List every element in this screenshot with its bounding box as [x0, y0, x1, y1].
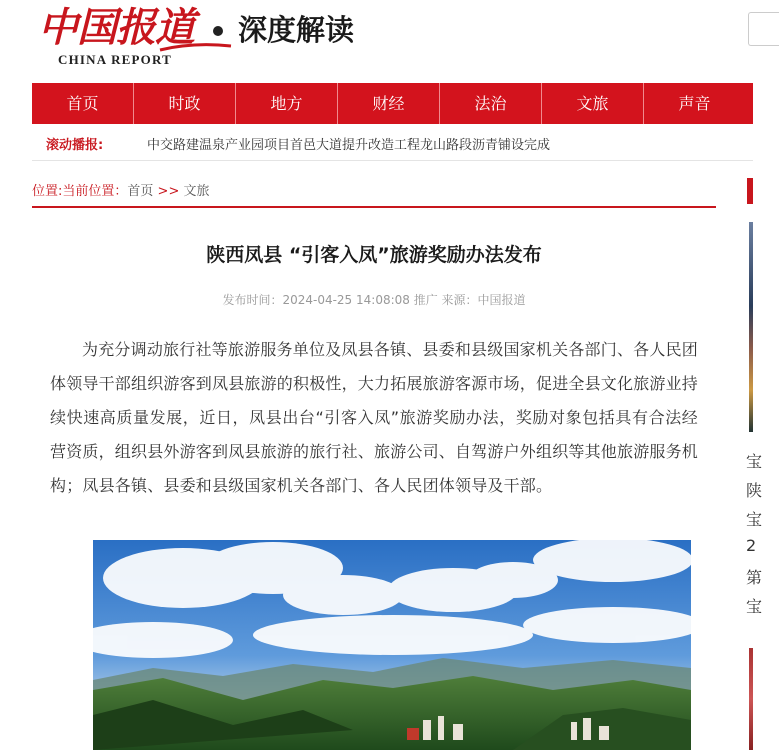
- breadcrumb-home-link[interactable]: 首页: [127, 184, 154, 199]
- sidebar-item-text[interactable]: 宝: [746, 510, 763, 529]
- sidebar-title-marker: [747, 178, 753, 204]
- article-paragraph: 为充分调动旅行社等旅游服务单位及凤县各镇、县委和县级国家机关各部门、各人民团体领导干部组织游客到凤县旅游的积极性，大力拓展旅游客源市场，促进全县文化旅游业持续快速高质量发展，近日，凤县出台“引客入凤”旅游奖励办法，奖励对象包括具有合法经营资质，组织县外游客到凤县旅游的旅行社、旅游公司、自驾游户外组织等其他旅游服务机构；凤县各镇、县委和县级国家机关各部门、各人民团体领导及干部。: [50, 340, 699, 495]
- breadcrumb-separator: >>: [157, 184, 180, 199]
- article-title: 陕西凤县 “引客入凤”旅游奖励办法发布: [206, 244, 542, 266]
- nav-item-local[interactable]: 地方: [236, 83, 338, 124]
- breadcrumb-prefix: 位置:当前位置：: [32, 184, 128, 199]
- nav-item-finance[interactable]: 财经: [338, 83, 440, 124]
- breadcrumb-divider: [32, 206, 716, 208]
- breadcrumb: [32, 180, 210, 199]
- breadcrumb-current-link[interactable]: 文旅: [183, 184, 210, 199]
- sidebar-item-text[interactable]: 第: [746, 568, 763, 587]
- sidebar-item-text[interactable]: 陕: [746, 481, 763, 500]
- nav-item-politics[interactable]: 时政: [134, 83, 236, 124]
- sidebar-item-text[interactable]: 宝: [746, 597, 763, 616]
- sidebar-item-text[interactable]: 2: [746, 536, 757, 555]
- ticker-headline-link[interactable]: 中交路建温泉产业园项目首邑大道提升改造工程龙山路段沥青铺设完成: [147, 138, 551, 153]
- sidebar-item-text[interactable]: 宝: [746, 452, 763, 471]
- article-meta: 发布时间：2024-04-25 14:08:08 推广 来源：中国报道: [222, 293, 526, 307]
- logo-english: CHINA REPORT: [58, 52, 172, 67]
- title-bullet-icon: [213, 26, 223, 36]
- header-right-box[interactable]: [748, 12, 779, 46]
- sidebar-thumbnail[interactable]: [749, 648, 753, 750]
- article-photo: [93, 540, 691, 750]
- main-nav: [32, 83, 753, 124]
- logo-chinese: 中国报道: [38, 4, 194, 51]
- section-title: 深度解读: [238, 13, 355, 47]
- sidebar-thumbnail[interactable]: [749, 222, 753, 432]
- nav-item-home[interactable]: 首页: [32, 83, 134, 124]
- nav-item-law[interactable]: 法治: [440, 83, 542, 124]
- nav-item-culture-travel[interactable]: 文旅: [542, 83, 644, 124]
- site-logo[interactable]: [38, 2, 203, 68]
- news-ticker: [32, 124, 753, 161]
- nav-item-voice[interactable]: 声音: [678, 94, 711, 113]
- ticker-label: 滚动播报:: [46, 138, 104, 153]
